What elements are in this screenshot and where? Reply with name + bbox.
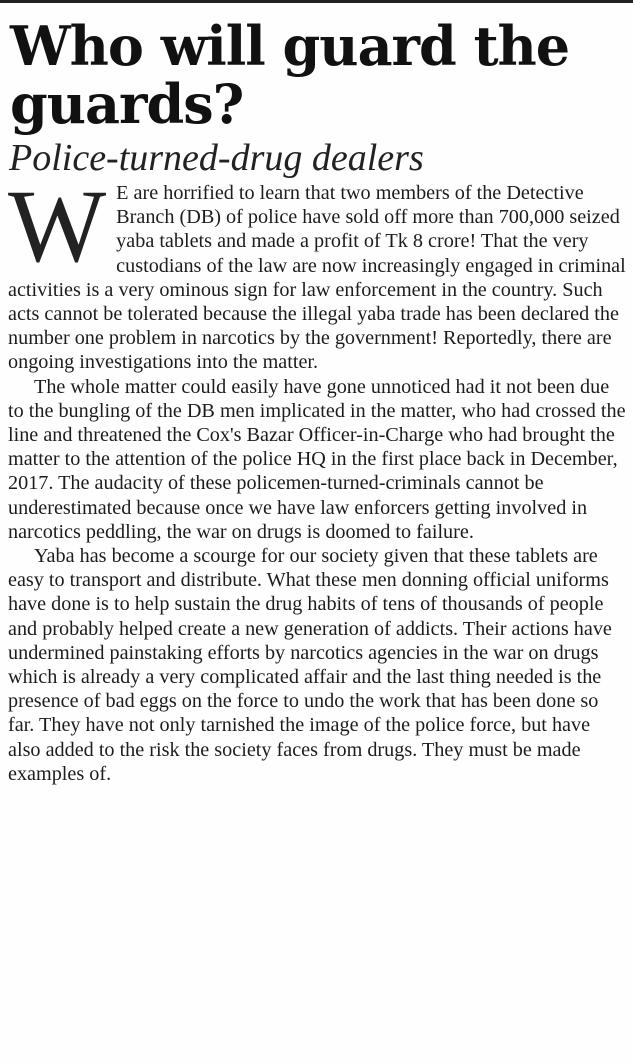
article-body (8, 169, 626, 786)
drop-cap: W (8, 169, 107, 284)
paragraph-1-text: E are horrified to learn that two members of the Detective Branch (DB) of police have sold off more than 700,000 seized yaba tablets and made a profit of Tk 8 crore! That the very custodians of the law are now increasingly engaged in criminal activities is a very ominous sign for law enforcement in the country. Such acts cannot be tolerated because the illegal yaba trade has been declared the number one problem in narcotics by the government! Reportedly, there are ongoing investigations into the matter. (8, 182, 626, 374)
paragraph-2: The whole matter could easily have gone unnoticed had it not been due to the bungling of the DB men implicated in the matter, who had crossed the line and threatened the Cox's Bazar Officer-in-Charge who had brought the matter to the attention of the police HQ in the first place back in December, 2017. The audacity of these policemen-turned-criminals cannot be underestimated because once we have law enforcers getting involved in narcotics peddling, the war on drugs is doomed to failure. (8, 375, 626, 543)
headline: Who will guard the guards? (10, 14, 570, 136)
kicker-subheadline: Police-turned-drug dealers (9, 137, 424, 179)
paragraph-1 (8, 169, 626, 375)
paragraph-3: Yaba has become a scourge for our society given that these tablets are easy to transport and distribute. What these men donning official uniforms have done is to help sustain the drug habits of tens of thousands of people and probably helped create a new generation of addicts. Their actions have undermined painstaking efforts by narcotics agencies in the war on drugs which is already a very complicated affair and the last thing needed is the presence of bad eggs on the force to undo the work that has been done so far. They have not only tarnished the image of the police force, but have also added to the risk the society faces from drugs. They must be made examples of. (8, 545, 612, 785)
top-rule (0, 0, 633, 3)
